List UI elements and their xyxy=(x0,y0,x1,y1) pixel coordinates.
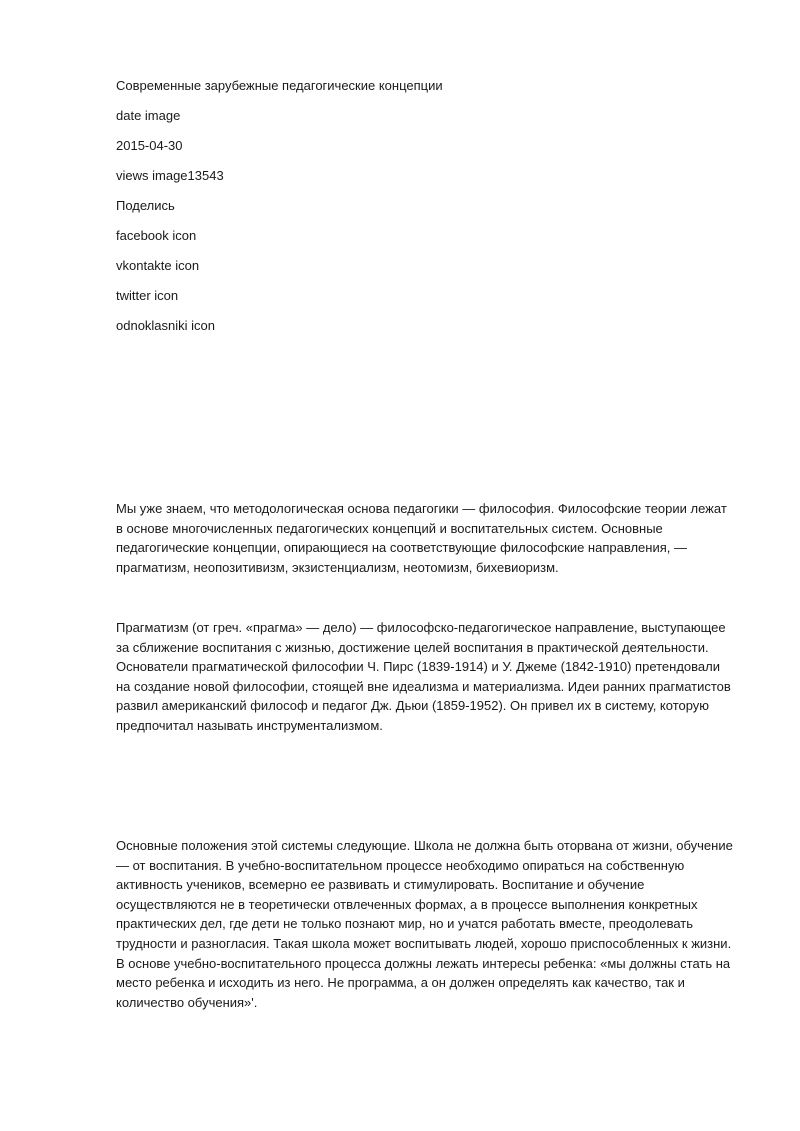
vkontakte-icon[interactable]: vkontakte icon xyxy=(116,258,200,273)
views-count: views image13543 xyxy=(116,168,224,183)
publish-date: 2015-04-30 xyxy=(116,138,183,153)
odnoklassniki-icon[interactable]: odnoklasniki icon xyxy=(116,318,216,333)
facebook-icon[interactable]: facebook icon xyxy=(116,228,197,243)
date-image-placeholder: date image xyxy=(116,108,181,123)
paragraph-intro: Мы уже знаем, что методологическая основа педагогики — философия. Философские теории лежат в основе многочисленных педагогических концепций и воспитательных систем. Основные педагогические концепции, опирающиеся на соответствующие философские направления, — прагматизм, неопозитивизм, экзистенциализм, неотомизм, бихевиоризм. xyxy=(116,501,727,575)
page-title: Современные зарубежные педагогические концепции xyxy=(116,78,443,93)
paragraph-system-principles: Основные положения этой системы следующие. Школа не должна быть оторвана от жизни, обучение — от воспитания. В учебно-воспитательном процессе необходимо опираться на собственную активность учеников, всемерно ее развивать и стимулировать. Воспитание и обучение осуществляются не в теоретически отвлеченных формах, а в процессе выполнения конкретных практических дел, где дети не только познают мир, но и учатся работать вместе, преодолевать трудности и разногласия. Такая школа может воспитывать людей, хорошо приспособленных к жизни. В основе учебно-воспитательного процесса должны лежать интересы ребенка: «мы должны стать на место ребенка и исходить из него. Не программа, а он должен определять как качество, так и количество обучения»'. xyxy=(116,838,733,1010)
twitter-icon[interactable]: twitter icon xyxy=(116,288,179,303)
share-label: Поделись xyxy=(116,198,175,213)
paragraph-pragmatism: Прагматизм (от греч. «прагма» — дело) — философско-педагогическое направление, выступающее за сближение воспитания с жизнью, достижение целей воспитания в практической деятельности. Основатели прагматической философии Ч. Пирс (1839-1914) и У. Джеме (1842-1910) претендовали на создание новой философии, стоящей вне идеализма и материализма. Идеи ранних прагматистов развил американский философ и педагог Дж. Дьюи (1859-1952). Он привел их в систему, которую предпочитал называть инструментализмом. xyxy=(116,620,731,733)
